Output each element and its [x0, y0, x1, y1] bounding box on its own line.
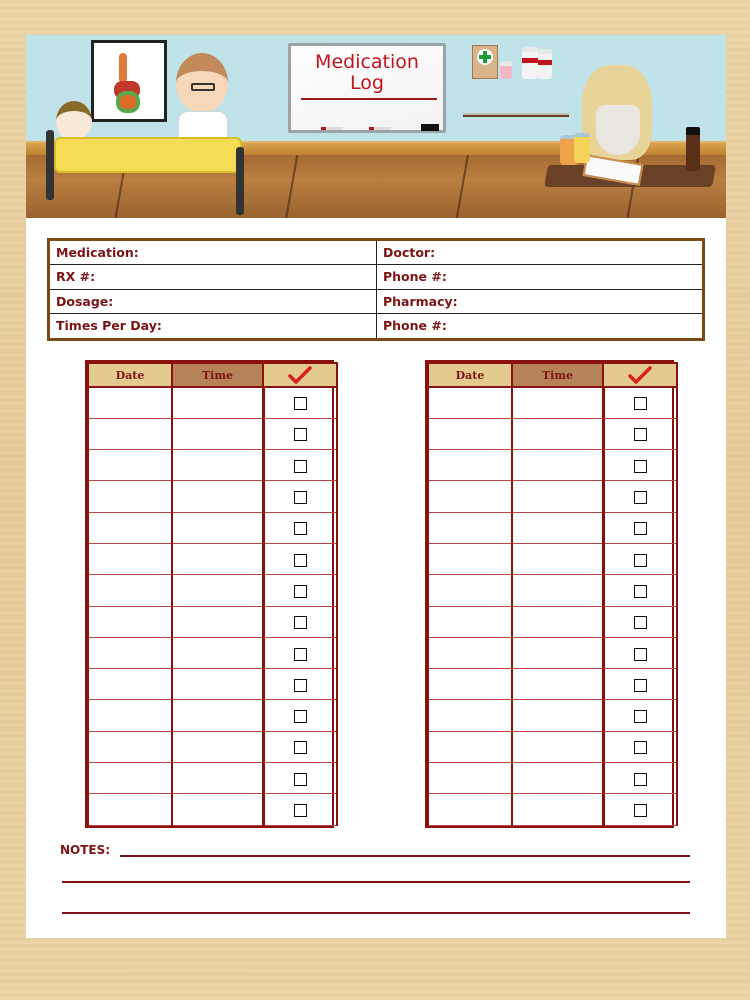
table-row [428, 763, 677, 794]
table-row [88, 700, 337, 731]
time-cell[interactable] [512, 637, 603, 668]
date-cell[interactable] [88, 763, 172, 794]
time-cell[interactable] [172, 575, 263, 606]
date-cell[interactable] [88, 418, 172, 449]
taken-cell [263, 731, 337, 762]
taken-checkbox[interactable] [634, 648, 647, 661]
table-row [88, 387, 337, 418]
title-line-2: Log [350, 72, 384, 94]
vitamin-jar-icon [574, 133, 590, 163]
taken-cell [263, 669, 337, 700]
time-cell[interactable] [172, 669, 263, 700]
date-cell[interactable] [428, 450, 512, 481]
time-cell[interactable] [172, 731, 263, 762]
taken-cell [603, 731, 677, 762]
pill-bottle-icon [522, 47, 538, 79]
time-cell[interactable] [172, 763, 263, 794]
taken-cell [263, 543, 337, 574]
taken-checkbox[interactable] [294, 491, 307, 504]
taken-checkbox[interactable] [634, 397, 647, 410]
taken-cell [603, 606, 677, 637]
date-cell[interactable] [428, 669, 512, 700]
taken-checkbox[interactable] [294, 460, 307, 473]
pill-bottle-icon [538, 49, 552, 79]
times-per-day-field[interactable] [50, 314, 377, 338]
dosage-field[interactable] [50, 290, 377, 314]
taken-cell [603, 512, 677, 543]
table-row [88, 669, 337, 700]
time-cell[interactable] [512, 700, 603, 731]
notes-line-1[interactable] [120, 855, 690, 857]
time-cell[interactable] [172, 794, 263, 825]
taken-cell [603, 637, 677, 668]
time-cell[interactable] [512, 481, 603, 512]
medication-field[interactable] [50, 241, 377, 265]
title-underline [301, 98, 437, 100]
time-column-header: Time [512, 363, 603, 387]
table-row [428, 700, 677, 731]
taken-checkbox[interactable] [634, 522, 647, 535]
pharmacy-phone-field[interactable] [377, 314, 702, 338]
taken-cell [263, 606, 337, 637]
time-cell[interactable] [172, 450, 263, 481]
table-row [88, 418, 337, 449]
time-cell[interactable] [172, 606, 263, 637]
date-column-header: Date [428, 363, 512, 387]
table-row [88, 575, 337, 606]
pharmacy-label: Pharmacy: [383, 293, 458, 309]
medicine-bottle-icon [500, 61, 512, 79]
taken-checkbox[interactable] [294, 710, 307, 723]
table-row [88, 606, 337, 637]
taken-cell [263, 418, 337, 449]
taken-cell [263, 637, 337, 668]
bed-headboard [46, 130, 54, 200]
date-cell[interactable] [88, 700, 172, 731]
dropper-bottle-icon [686, 127, 700, 171]
taken-checkbox[interactable] [634, 491, 647, 504]
anatomy-poster [91, 40, 167, 122]
taken-checkbox[interactable] [294, 616, 307, 629]
time-cell[interactable] [172, 637, 263, 668]
rx-number-label: RX #: [56, 269, 96, 285]
rx-number-field[interactable] [50, 265, 377, 289]
doctor-phone-label: Phone #: [383, 269, 447, 285]
doctor-field[interactable] [377, 241, 702, 265]
taken-cell [603, 543, 677, 574]
table-row [428, 512, 677, 543]
table-row [428, 450, 677, 481]
date-cell[interactable] [428, 481, 512, 512]
taken-cell [603, 763, 677, 794]
whiteboard [288, 43, 446, 133]
date-cell[interactable] [428, 794, 512, 825]
hospital-bed [54, 137, 242, 173]
table-row [88, 763, 337, 794]
date-cell[interactable] [88, 606, 172, 637]
taken-cell [263, 512, 337, 543]
time-cell[interactable] [172, 543, 263, 574]
taken-cell [263, 763, 337, 794]
taken-checkbox[interactable] [634, 554, 647, 567]
medication-log-page [26, 35, 726, 938]
time-cell[interactable] [512, 606, 603, 637]
taken-checkbox[interactable] [634, 773, 647, 786]
table-row [428, 387, 677, 418]
taken-checkbox[interactable] [634, 616, 647, 629]
taken-column-header [603, 363, 677, 387]
taken-cell [263, 481, 337, 512]
table-row [88, 450, 337, 481]
time-cell[interactable] [512, 543, 603, 574]
time-cell[interactable] [172, 481, 263, 512]
taken-cell [603, 700, 677, 731]
time-cell[interactable] [512, 450, 603, 481]
taken-cell [263, 387, 337, 418]
doctor-phone-field[interactable] [377, 265, 702, 289]
log-table-right [425, 360, 674, 828]
taken-column-header [263, 363, 337, 387]
date-cell[interactable] [88, 543, 172, 574]
table-header-row [428, 363, 677, 387]
taken-cell [263, 700, 337, 731]
date-cell[interactable] [88, 387, 172, 418]
table-row [428, 481, 677, 512]
date-cell[interactable] [428, 700, 512, 731]
taken-cell [603, 794, 677, 825]
taken-cell [603, 450, 677, 481]
table-row [428, 606, 677, 637]
time-cell[interactable] [512, 387, 603, 418]
taken-checkbox[interactable] [294, 679, 307, 692]
date-cell[interactable] [88, 481, 172, 512]
marker-icon [321, 127, 343, 130]
table-header-row [88, 363, 337, 387]
taken-cell [603, 481, 677, 512]
doctor-label: Doctor: [383, 245, 436, 261]
date-cell[interactable] [428, 418, 512, 449]
table-row [88, 543, 337, 574]
table-row [428, 669, 677, 700]
title-line-1: Medication [315, 51, 419, 73]
taken-checkbox[interactable] [294, 773, 307, 786]
time-cell[interactable] [512, 418, 603, 449]
pharmacy-field[interactable] [377, 290, 702, 314]
marker-icon [369, 127, 391, 130]
taken-checkbox[interactable] [294, 648, 307, 661]
time-cell[interactable] [172, 418, 263, 449]
date-cell[interactable] [428, 387, 512, 418]
table-row [428, 637, 677, 668]
taken-checkbox[interactable] [634, 741, 647, 754]
date-cell[interactable] [428, 575, 512, 606]
pharmacy-phone-label: Phone #: [383, 318, 447, 334]
taken-checkbox[interactable] [634, 460, 647, 473]
date-cell[interactable] [88, 512, 172, 543]
table-row [428, 543, 677, 574]
notes-label: NOTES: [60, 843, 111, 857]
taken-checkbox[interactable] [294, 397, 307, 410]
eraser-icon [421, 124, 439, 131]
taken-cell [603, 387, 677, 418]
date-cell[interactable] [428, 763, 512, 794]
table-row [88, 512, 337, 543]
bed-footboard [236, 147, 244, 215]
taken-cell [603, 575, 677, 606]
taken-checkbox[interactable] [294, 522, 307, 535]
table-row [88, 794, 337, 825]
taken-checkbox[interactable] [294, 554, 307, 567]
wall-shelf [463, 113, 569, 117]
dosage-label: Dosage: [56, 293, 114, 309]
taken-cell [603, 669, 677, 700]
table-row [88, 731, 337, 762]
taken-checkbox[interactable] [634, 428, 647, 441]
time-cell[interactable] [512, 731, 603, 762]
date-cell[interactable] [428, 731, 512, 762]
notes-line-2[interactable] [62, 881, 690, 883]
taken-checkbox[interactable] [294, 741, 307, 754]
date-column-header: Date [88, 363, 172, 387]
times-per-day-label: Times Per Day: [56, 318, 162, 334]
date-cell[interactable] [88, 669, 172, 700]
taken-cell [603, 418, 677, 449]
time-column-header: Time [172, 363, 263, 387]
date-cell[interactable] [428, 512, 512, 543]
date-cell[interactable] [428, 637, 512, 668]
checkmark-icon [288, 366, 312, 384]
medication-label: Medication: [56, 245, 139, 261]
taken-checkbox[interactable] [634, 804, 647, 817]
date-cell[interactable] [428, 543, 512, 574]
doctor-glasses [191, 83, 215, 91]
time-cell[interactable] [512, 794, 603, 825]
first-aid-box-icon [472, 45, 498, 79]
taken-cell [263, 794, 337, 825]
patient-child-illustration [56, 101, 92, 141]
taken-checkbox[interactable] [294, 585, 307, 598]
taken-cell [263, 575, 337, 606]
table-row [88, 637, 337, 668]
date-cell[interactable] [428, 606, 512, 637]
time-cell[interactable] [512, 763, 603, 794]
taken-checkbox[interactable] [294, 428, 307, 441]
taken-checkbox[interactable] [634, 679, 647, 692]
time-cell[interactable] [512, 512, 603, 543]
pharmacist-beard [596, 105, 640, 155]
taken-checkbox[interactable] [634, 585, 647, 598]
log-table-left [85, 360, 334, 828]
date-cell[interactable] [88, 637, 172, 668]
table-row [428, 418, 677, 449]
taken-cell [263, 450, 337, 481]
medication-info-grid [47, 238, 705, 341]
table-row [428, 731, 677, 762]
table-row [428, 575, 677, 606]
time-cell[interactable] [172, 387, 263, 418]
page-title [291, 52, 443, 94]
notes-line-3[interactable] [62, 912, 690, 914]
date-cell[interactable] [88, 731, 172, 762]
time-cell[interactable] [512, 575, 603, 606]
time-cell[interactable] [512, 669, 603, 700]
time-cell[interactable] [172, 700, 263, 731]
date-cell[interactable] [88, 575, 172, 606]
checkmark-icon [628, 366, 652, 384]
taken-checkbox[interactable] [634, 710, 647, 723]
time-cell[interactable] [172, 512, 263, 543]
date-cell[interactable] [88, 794, 172, 825]
taken-checkbox[interactable] [294, 804, 307, 817]
header-illustration [26, 35, 726, 218]
date-cell[interactable] [88, 450, 172, 481]
table-row [88, 481, 337, 512]
table-row [428, 794, 677, 825]
